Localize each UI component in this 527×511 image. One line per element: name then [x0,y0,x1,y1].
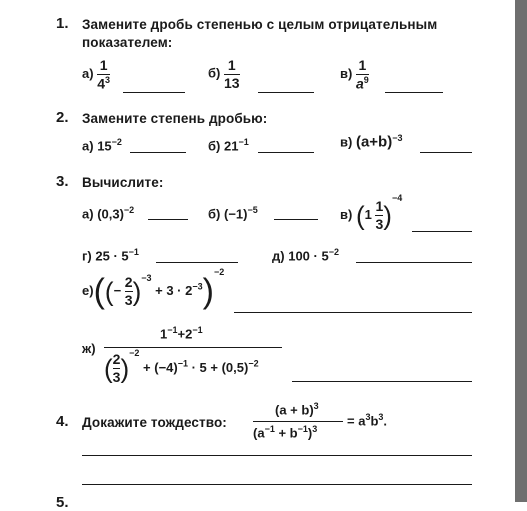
answer-line[interactable] [274,219,318,220]
answer-line[interactable] [412,231,472,232]
exponent: −2 [123,205,135,215]
fraction [224,58,240,90]
base: 15 [97,138,112,154]
exponent: −3 [141,273,152,283]
task-3-number: 3. [56,173,69,190]
task-4-number: 4. [56,413,69,430]
answer-line[interactable] [123,92,185,93]
t3-g-label: ж) [82,341,96,356]
denominator: 3 [112,369,121,386]
task-1-number: 1. [56,15,69,32]
answer-line[interactable] [420,152,472,153]
t3-g-denominator: ( $\frac{2}{3}$ )$^{-2} + (-4)^{-1} \cdot 5 + (0,5)^{-2}$ [104,348,259,386]
t2-c [340,133,402,150]
item-label: б) [208,65,221,81]
exponent: −1 [128,247,139,257]
numerator: 1 [99,57,108,73]
numerator: 1 [375,198,384,215]
answer-line[interactable] [234,312,472,313]
task-5-number: 5. [56,494,69,511]
denominator: 3 [124,292,133,309]
whole-part: 1 [364,207,372,222]
t3-b [208,205,258,221]
t3-d [82,247,139,263]
base: (−1) [223,206,248,222]
item-label: а) [82,65,94,81]
item-label: е) [82,283,94,298]
answer-line[interactable] [156,262,238,263]
denominator: 3 [375,216,384,233]
item-label: б) [208,206,221,222]
t1-b [208,58,240,90]
t3-a [82,205,134,221]
t2-a [82,137,122,153]
expression: + 3 · 2 [155,283,193,298]
item-label: а) [82,206,94,222]
t3-c: в) (1 $\frac{1}{3}$ )$^{-4}$ [340,193,403,233]
exponent: −1 [238,137,249,147]
answer-line[interactable] [148,219,188,220]
task-1-title-cont: показателем: [82,35,173,50]
item-label: б) [208,138,221,154]
t1-c [340,58,369,91]
denominator: $4^3$ [97,74,110,92]
t4-numerator: $(a + b)^3$ [275,401,319,418]
numerator: 2 [124,274,133,291]
t3-f: е)((− $\frac{2}{3}$ )$^{-3} + 3 \cdot 2^{-3})^{-2}$ [82,267,225,311]
fraction [356,58,369,91]
task-3-title: Вычислите: [82,175,164,190]
t2-b [208,137,249,153]
exponent: −4 [391,193,403,203]
exponent: −5 [247,205,258,215]
exponent: −2 [213,267,225,277]
expression: 100 · 5 [288,248,329,264]
answer-line[interactable] [258,92,314,93]
page-edge [515,0,527,502]
item-label: д) [272,248,285,264]
fraction [125,275,133,307]
item-label: а) [82,138,94,154]
t1-a [82,58,110,91]
answer-line[interactable] [82,455,472,456]
base: (a+b) [355,133,393,151]
task-1-title: Замените дробь степенью с целым отрицательным [82,17,438,32]
t3-g-numerator: $1^{-1}+2^{-1}$ [160,325,203,342]
base: (0,3) [97,206,124,222]
numerator: 1 [358,57,367,73]
item-label: в) [340,207,353,222]
t4-rhs: = $a^3b^3$. [347,412,388,429]
fraction-bar [253,421,343,422]
item-label: г) [82,248,92,264]
t3-e [272,247,339,263]
task-2-title: Замените степень дробью: [82,111,268,126]
numerator: 2 [112,351,121,368]
item-label: в) [340,65,353,81]
denominator: $a^9$ [355,74,369,92]
task-4-title: Докажите тождество: [82,415,227,430]
exponent: −2 [328,247,339,257]
answer-line[interactable] [385,92,443,93]
exponent: −2 [111,137,122,147]
numerator: 1 [227,57,236,73]
minus-sign: − [113,283,122,298]
expression: 25 · 5 [95,248,129,264]
base: 21 [223,138,239,154]
task-2-number: 2. [56,109,69,126]
answer-line[interactable] [356,262,472,263]
item-label: в) [340,134,353,150]
answer-line[interactable] [82,484,472,485]
denominator: 13 [223,74,240,91]
fraction [97,58,110,91]
answer-line[interactable] [292,381,472,382]
exponent: −3 [192,281,203,292]
answer-line[interactable] [130,152,186,153]
exponent: −3 [392,133,403,143]
answer-line[interactable] [258,152,314,153]
t4-denominator: $(a^{-1} + b^{-1})^3$ [253,424,318,441]
